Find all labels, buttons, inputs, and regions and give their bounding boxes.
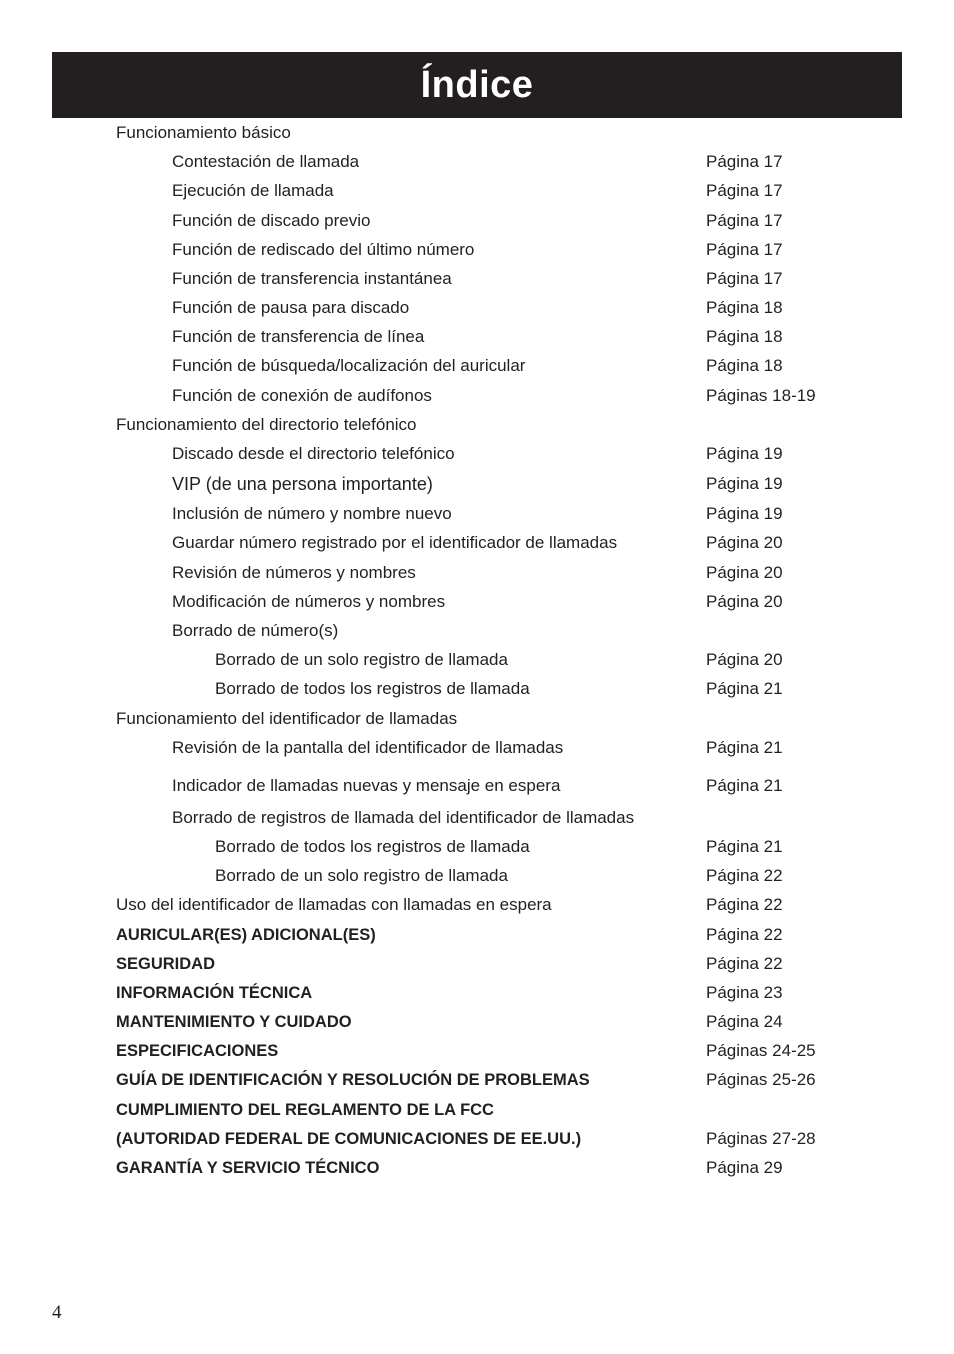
entry-label: ESPECIFICACIONES [116,1042,279,1060]
toc-entry [0,1010,954,1034]
entry-page: Página 20 [706,563,783,582]
entry-label: MANTENIMIENTO Y CUIDADO [116,1013,352,1031]
entry-label: Guardar número registrado por el identificador de llamadas [172,533,618,552]
entry-label: Funcionamiento del directorio telefónico [116,415,417,434]
entry-label: Función de conexión de audífonos [172,386,432,405]
title-bar [52,52,902,118]
entry-label: Modificación de números y nombres [172,592,446,611]
toc-entry [0,296,954,320]
entry-page: Páginas 27-28 [706,1129,816,1148]
toc-entry [0,150,954,174]
entry-label: CUMPLIMIENTO DEL REGLAMENTO DE LA FCC [116,1101,494,1119]
toc-entry [0,1156,954,1180]
entry-page: Página 20 [706,650,783,669]
toc-entry [0,923,954,947]
toc-entry [0,209,954,233]
toc-entry [0,238,954,262]
entry-page: Página 22 [706,925,783,944]
entry-page: Página 21 [706,679,783,698]
entry-label: Función de transferencia instantánea [172,269,452,288]
entry-label: Inclusión de número y nombre nuevo [172,504,452,523]
toc-entry [0,472,954,496]
entry-label: Discado desde el directorio telefónico [172,444,455,463]
entry-page: Página 20 [706,592,783,611]
toc-entry [0,354,954,378]
entry-label: Borrado de un solo registro de llamada [215,650,508,669]
entry-label: AURICULAR(ES) ADICIONAL(ES) [116,926,376,944]
toc-entry [0,774,954,798]
entry-page: Página 17 [706,211,783,230]
entry-page: Página 17 [706,240,783,259]
entry-label: Función de transferencia de línea [172,327,425,346]
entry-label: INFORMACIÓN TÉCNICA [116,984,313,1002]
entry-page: Páginas 25-26 [706,1070,816,1089]
toc-entry [0,413,954,437]
entry-label: Funcionamiento básico [116,123,291,142]
entry-page: Página 24 [706,1012,783,1031]
page-title: Índice [420,63,534,106]
entry-label: Borrado de registros de llamada del identificador de llamadas [172,808,635,827]
entry-label: Uso del identificador de llamadas con llamadas en espera [116,895,552,914]
entry-label: Indicador de llamadas nuevas y mensaje en espera [172,776,561,795]
entry-page: Página 19 [706,444,783,463]
entry-label: Funcionamiento del identificador de llamadas [116,709,458,728]
entry-page: Página 21 [706,738,783,757]
toc-entry [0,619,954,643]
page-number: 4 [52,1302,62,1323]
entry-label: Contestación de llamada [172,152,360,171]
toc-entry [0,121,954,145]
entry-label: Borrado de todos los registros de llamada [215,679,530,698]
toc-entry [0,981,954,1005]
toc-entry [0,736,954,760]
entry-page: Página 29 [706,1158,783,1177]
entry-label: Borrado de un solo registro de llamada [215,866,508,885]
entry-label: Revisión de números y nombres [172,563,416,582]
entry-page: Páginas 18-19 [706,386,816,405]
entry-label: Borrado de todos los registros de llamada [215,837,530,856]
toc-entry [0,707,954,731]
entry-page: Página 22 [706,954,783,973]
toc-entry [0,590,954,614]
toc-entry [0,806,954,830]
entry-page: Página 19 [706,474,783,493]
toc-entry [0,677,954,701]
entry-label: Ejecución de llamada [172,181,334,200]
entry-label: Función de rediscado del último número [172,240,475,259]
toc-entry [0,1098,954,1122]
entry-page: Página 22 [706,866,783,885]
toc-entry [0,952,954,976]
entry-label: Función de discado previo [172,211,371,230]
entry-page: Página 17 [706,181,783,200]
entry-page: Página 18 [706,327,783,346]
entry-page: Páginas 24-25 [706,1041,816,1060]
entry-page: Página 21 [706,837,783,856]
entry-label: Borrado de número(s) [172,621,339,640]
toc-entry [0,531,954,555]
entry-label: GARANTÍA Y SERVICIO TÉCNICO [116,1159,380,1177]
entry-label: GUÍA DE IDENTIFICACIÓN Y RESOLUCIÓN DE PROBLEMAS [116,1071,590,1089]
entry-page: Página 18 [706,298,783,317]
toc-entry [0,648,954,672]
entry-page: Página 17 [706,269,783,288]
entry-page: Página 22 [706,895,783,914]
entry-page: Página 20 [706,533,783,552]
entry-label: Función de búsqueda/localización del auricular [172,356,526,375]
toc-entry [0,384,954,408]
toc-entry [0,1127,954,1151]
entry-label: Función de pausa para discado [172,298,410,317]
entry-page: Página 23 [706,983,783,1002]
toc-entry [0,1039,954,1063]
toc-entry [0,502,954,526]
toc-entry [0,1068,954,1092]
entry-page: Página 18 [706,356,783,375]
entry-page: Página 19 [706,504,783,523]
toc-entry [0,267,954,291]
toc-entry [0,835,954,859]
toc-entry [0,893,954,917]
toc-entry [0,561,954,585]
entry-page: Página 21 [706,776,783,795]
entry-label: VIP (de una persona importante) [172,474,433,494]
entry-label: (AUTORIDAD FEDERAL DE COMUNICACIONES DE EE.UU.) [116,1130,582,1148]
toc-entry [0,442,954,466]
toc-entry [0,864,954,888]
entry-label: Revisión de la pantalla del identificador de llamadas [172,738,564,757]
toc-entry [0,179,954,203]
entry-label: SEGURIDAD [116,955,216,973]
entry-page: Página 17 [706,152,783,171]
toc-entry [0,325,954,349]
